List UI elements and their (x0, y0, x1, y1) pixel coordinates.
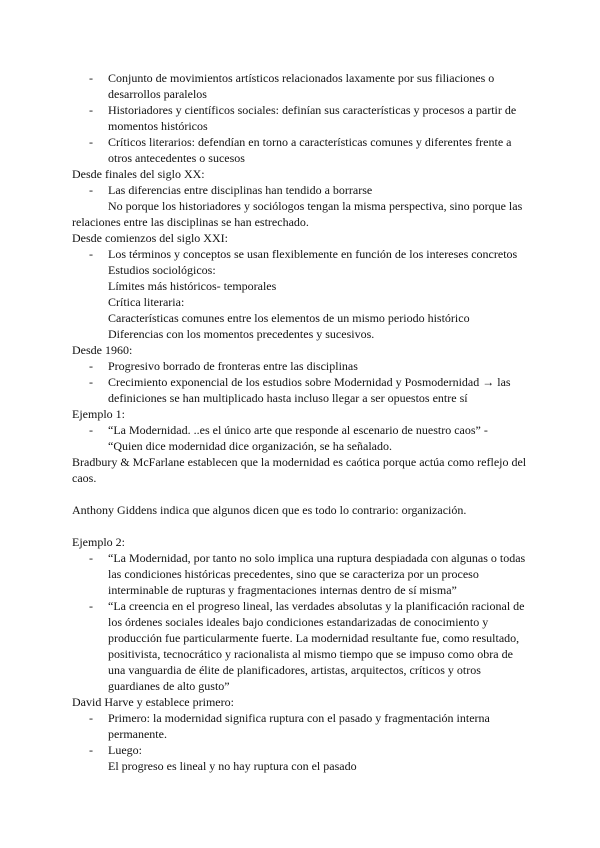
section-heading: David Harve y establece primero: (72, 695, 234, 709)
bullet-text: Críticos literarios: defendían en torno a características comunes y diferentes frente a otros antecedentes o sucesos (108, 135, 512, 165)
bullet-text: Historiadores y científicos sociales: definían sus características y procesos a partir de momentos históricos (108, 103, 517, 133)
bullet-item (72, 102, 528, 134)
bullet-dash: - (89, 375, 93, 389)
bullet-text: Conjunto de movimientos artísticos relacionados laxamente por sus filiaciones o desarrollos paralelos (108, 71, 495, 101)
bullet-item (72, 710, 528, 742)
bullet-dash: - (89, 423, 93, 437)
bullet-item (72, 742, 528, 758)
bullet-text: Progresivo borrado de fronteras entre las disciplinas (108, 359, 358, 373)
indented-line: Estudios sociológicos: (108, 263, 216, 277)
indented-line: Crítica literaria: (108, 295, 185, 309)
indented-line: El progreso es lineal y no hay ruptura con el pasado (108, 759, 357, 773)
paragraph: Bradbury & McFarlane establecen que la modernidad es caótica porque actúa como reflejo del caos. (72, 455, 527, 485)
document-body (72, 70, 528, 774)
indented-line: Diferencias con los momentos precedentes y sucesivos. (108, 327, 375, 341)
bullet-item (72, 182, 528, 198)
bullet-dash: - (89, 247, 93, 261)
section-heading: Ejemplo 2: (72, 535, 125, 549)
bullet-text: Crecimiento exponencial de los estudios sobre Modernidad y Posmodernidad → las definiciones se han multiplicado hasta incluso llegar a ser opuestos entre sí (108, 375, 511, 405)
section-heading: Desde comienzos del siglo XXI: (72, 231, 228, 245)
indented-line: Límites más históricos- temporales (108, 279, 277, 293)
bullet-dash: - (89, 711, 93, 725)
bullet-dash: - (89, 599, 93, 613)
section-heading: Desde finales del siglo XX: (72, 167, 205, 181)
bullet-item (72, 358, 528, 374)
bullet-dash: - (89, 359, 93, 373)
bullet-dash: - (89, 103, 93, 117)
bullet-item (72, 550, 528, 598)
bullet-text-continued: “Quien dice modernidad dice organización, se ha señalado. (108, 439, 392, 453)
blank-line (72, 486, 528, 502)
indented-line: Características comunes entre los elementos de un mismo periodo histórico (108, 311, 470, 325)
section-heading: Desde 1960: (72, 343, 133, 357)
section-heading: Ejemplo 1: (72, 407, 125, 421)
bullet-dash: - (89, 551, 93, 565)
bullet-item (72, 374, 528, 406)
bullet-text: Luego: (108, 743, 142, 757)
bullet-text: “La Modernidad. ..es el único arte que responde al escenario de nuestro caos” - (108, 423, 488, 437)
bullet-item (72, 598, 528, 694)
bullet-text: Primero: la modernidad significa ruptura con el pasado y fragmentación interna permanente. (108, 711, 490, 741)
bullet-item (72, 246, 528, 262)
paragraph: Anthony Giddens indica que algunos dicen que es todo lo contrario: organización. (72, 503, 467, 517)
bullet-dash: - (89, 183, 93, 197)
bullet-item (72, 134, 528, 166)
bullet-dash: - (89, 743, 93, 757)
bullet-text: “La creencia en el progreso lineal, las verdades absolutas y la planificación racional de los órdenes sociales ideales bajo condiciones estandarizadas de conocimiento y producción fue particularmente fuerte. La modernidad resultante fue, como resultado, positivista, tecnocrático y racionalista al mismo tiempo que se impuso como obra de una vanguardia de élite de planificadores, artistas, arquitectos, críticos y otros guardianes de alto gusto” (108, 599, 525, 693)
blank-line (72, 518, 528, 534)
bullet-dash: - (89, 71, 93, 85)
bullet-text: Los términos y conceptos se usan flexiblemente en función de los intereses concretos (108, 247, 518, 261)
bullet-item (72, 70, 528, 102)
bullet-text: “La Modernidad, por tanto no solo implica una ruptura despiadada con algunas o todas las condiciones históricas precedentes, sino que se caracteriza por un proceso interminable de rupturas y fragmentaciones internas dentro de sí misma” (108, 551, 526, 597)
bullet-item (72, 422, 528, 454)
bullet-dash: - (89, 135, 93, 149)
paragraph: No porque los historiadores y sociólogos tengan la misma perspectiva, sino porque las relaciones entre las disciplinas se han estrechado. (72, 199, 523, 229)
bullet-text: Las diferencias entre disciplinas han tendido a borrarse (108, 183, 373, 197)
